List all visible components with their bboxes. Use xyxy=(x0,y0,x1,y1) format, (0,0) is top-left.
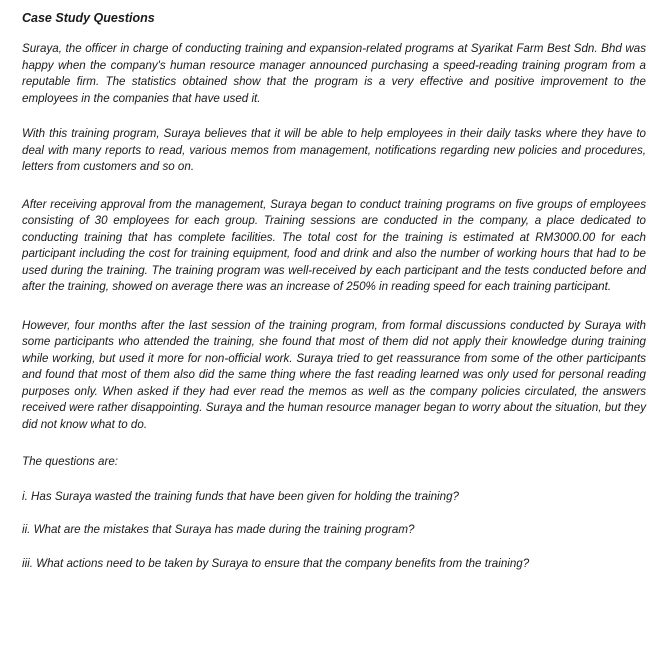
document-title: Case Study Questions xyxy=(22,11,155,25)
question-item: ii. What are the mistakes that Suraya has made during the training program? xyxy=(22,523,415,536)
paragraph-program-benefit: With this training program, Suraya believes that it will be able to help employees in their daily tasks where they have to deal with many reports to read, various memos from management, notifications regarding new policies and procedures, letters from customers and so on. xyxy=(22,127,646,173)
question-item: i. Has Suraya wasted the training funds that have been given for holding the training? xyxy=(22,489,459,503)
question-item: iii. What actions need to be taken by Suraya to ensure that the company benefits from the training? xyxy=(22,556,530,570)
questions-intro: The questions are: xyxy=(22,455,119,468)
paragraph-intro: Suraya, the officer in charge of conducting training and expansion-related programs at Syarikat Farm Best Sdn. Bhd was happy when the company's human resource manager announced purchasing a speed-reading training program from a reputable firm. The statistics obtained show that the program is a very effective and positive improvement to the employees in the companies that have used it. xyxy=(22,42,646,105)
paragraph-outcome: However, four months after the last session of the training program, from formal discussions conducted by Suraya with some participants who attended the training, she found that most of them did not apply their knowledge during training while working, but used it more for non-official work. Suraya tried to get reassurance from some of the other participants and found that most of them also did the same thing where the fast reading learned was only used for personal reading purposes only. When asked if they had ever read the memos as well as the company policies circulated, the answers received were rather disappointing. Suraya and the human resource manager began to worry about the situation, but they did not know what to do. xyxy=(22,318,646,431)
paragraph-training-details: After receiving approval from the management, Suraya began to conduct training programs on five groups of employees consisting of 30 employees for each group. Training sessions are conducted in the company, a place dedicated to conducting training that has complete facilities. The total cost for the training is estimated at RM3000.00 for each participant including the cost for training equipment, food and drink and also the number of working hours that had to be used during the training. The training program was well-received by each participant and the tests conducted before and after the training, showed on average there was an increase of 250% in reading speed for each training participant. xyxy=(22,197,646,293)
case-study-document xyxy=(22,9,646,589)
